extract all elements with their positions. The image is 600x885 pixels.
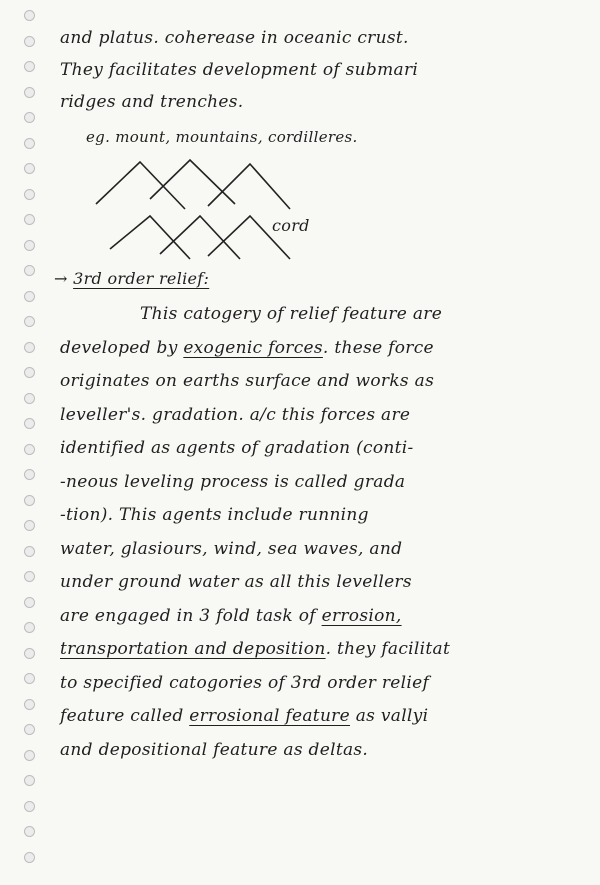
paragraph-line: transportation and deposition. they facilitat (60, 639, 451, 659)
binder-hole (24, 36, 35, 47)
binder-hole (24, 801, 35, 812)
binder-holes (20, 10, 38, 870)
binder-hole (24, 444, 35, 455)
binder-hole (24, 189, 35, 200)
binder-hole (24, 520, 35, 531)
paragraph-line: -tion). This agents include running (60, 505, 369, 525)
binder-hole (24, 291, 35, 302)
binder-hole (24, 87, 35, 98)
diagram-label: cord (272, 216, 310, 235)
binder-hole (24, 393, 35, 404)
binder-hole (24, 597, 35, 608)
binder-hole (24, 469, 35, 480)
binder-hole (24, 214, 35, 225)
paragraph-line: feature called errosional feature as vallyi (60, 706, 429, 726)
binder-hole (24, 673, 35, 684)
paragraph-line: originates on earths surface and works as (60, 371, 435, 391)
paragraph-line: This catogery of relief feature are (140, 304, 443, 324)
binder-hole (24, 699, 35, 710)
paragraph-line: identified as agents of gradation (conti- (60, 438, 414, 458)
binder-hole (24, 495, 35, 506)
arrow-icon: → (54, 269, 74, 288)
binder-hole (24, 240, 35, 251)
wave-arc-1 (96, 162, 185, 209)
binder-hole (24, 750, 35, 761)
section-heading: → 3rd order relief: (54, 269, 210, 288)
binder-hole (24, 265, 35, 276)
binder-hole (24, 316, 35, 327)
paragraph-line: and depositional feature as deltas. (60, 739, 369, 760)
binder-hole (24, 342, 35, 353)
binder-hole (24, 138, 35, 149)
note-line-2: They facilitates development of submari (60, 60, 419, 80)
binder-hole (24, 163, 35, 174)
underlined-term: errosional feature (189, 706, 350, 726)
binder-hole (24, 622, 35, 633)
note-line-3: ridges and trenches. (60, 92, 244, 112)
paragraph-line: under ground water as all this levellers (60, 572, 412, 592)
paragraph-line: water, glasiours, wind, sea waves, and (60, 538, 403, 559)
example-line: eg. mount, mountains, cordilleres. (86, 128, 358, 146)
wave-arc-2 (150, 160, 235, 204)
binder-hole (24, 852, 35, 863)
paragraph-line: to specified catogories of 3rd order relief (60, 672, 430, 693)
binder-hole (24, 826, 35, 837)
underlined-term: exogenic forces (183, 337, 323, 358)
binder-hole (24, 571, 35, 582)
underlined-term: errosion, (321, 605, 402, 626)
binder-hole (24, 61, 35, 72)
paragraph-line: -neous leveling process is called grada (60, 471, 406, 492)
binder-hole (24, 775, 35, 786)
wave-arc-3 (208, 164, 290, 209)
paragraph-line: are engaged in 3 fold task of errosion, (60, 605, 402, 626)
binder-hole (24, 724, 35, 735)
binder-hole (24, 112, 35, 123)
underlined-term: transportation and deposition (60, 639, 326, 659)
binder-hole (24, 418, 35, 429)
cordillera-diagram (90, 154, 350, 274)
binder-hole (24, 10, 35, 21)
binder-hole (24, 546, 35, 557)
binder-hole (24, 367, 35, 378)
binder-hole (24, 648, 35, 659)
paragraph-line: leveller's. gradation. a/c this forces are (60, 404, 411, 425)
note-line-1: and platus. coherease in oceanic crust. (60, 28, 409, 48)
paragraph-line: developed by exogenic forces. these force (60, 337, 434, 358)
